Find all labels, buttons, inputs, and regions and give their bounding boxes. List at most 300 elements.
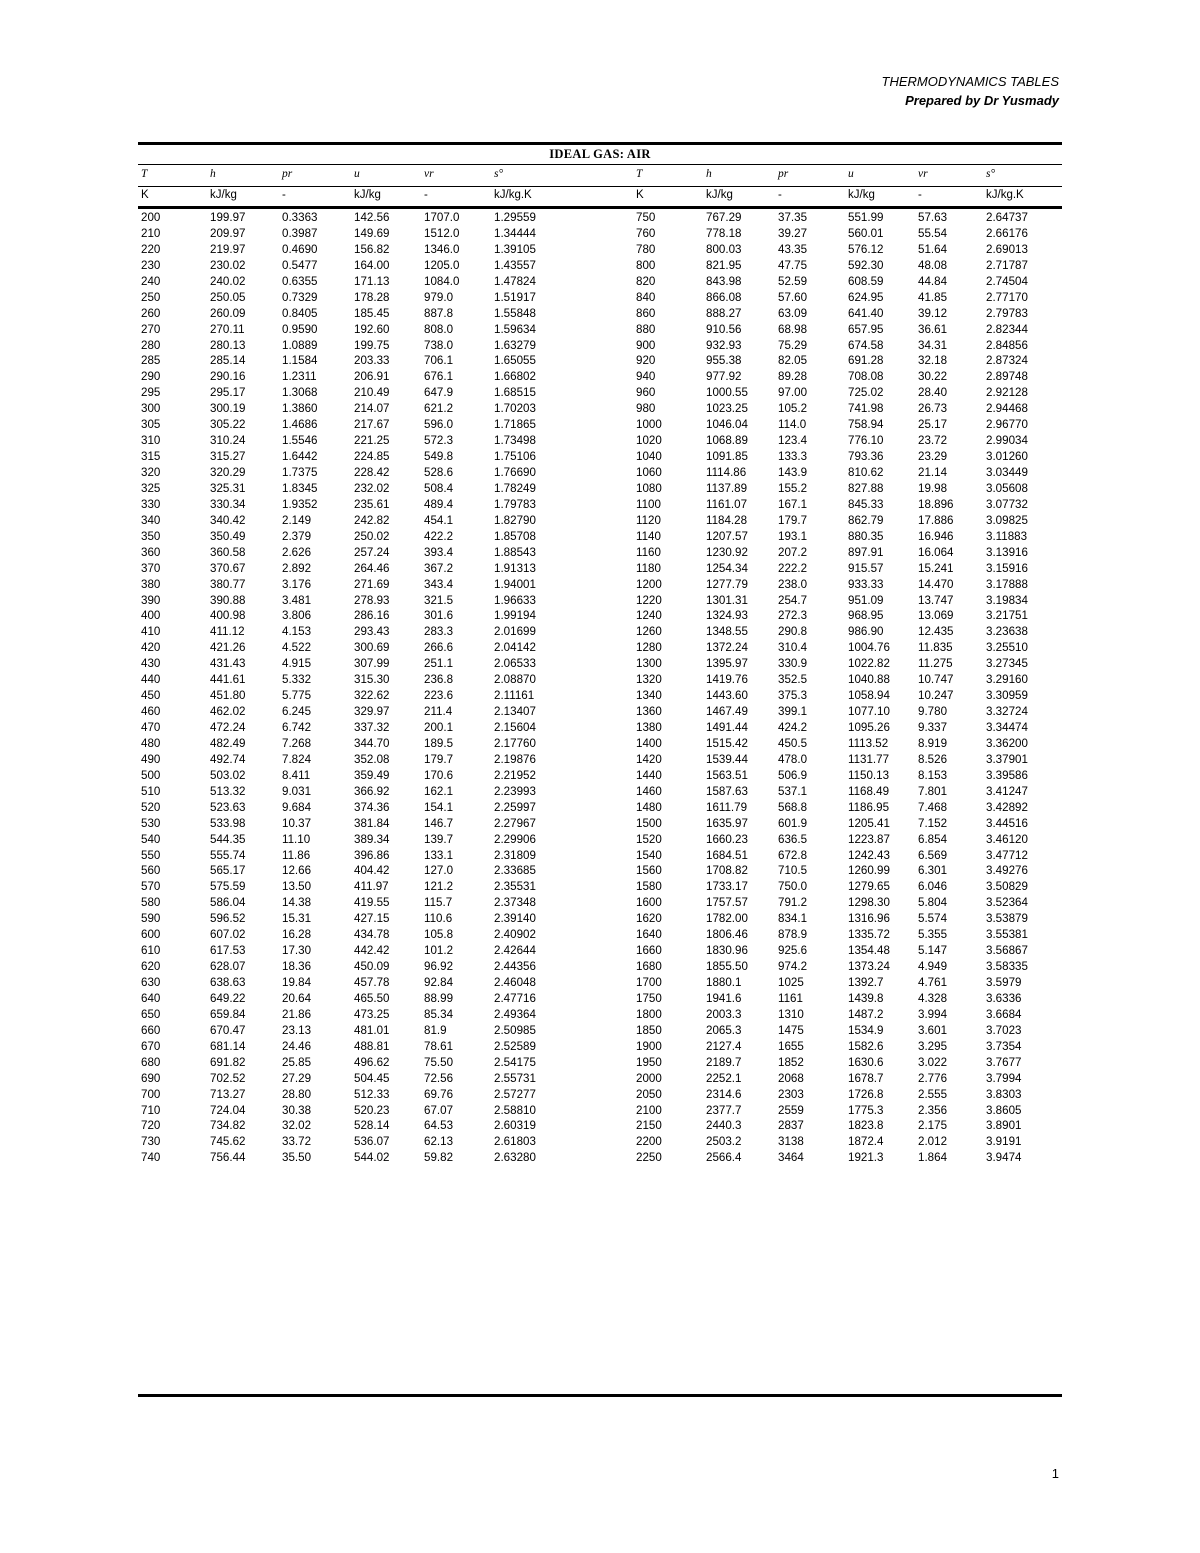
table-cell: 3.6684 [986, 1007, 1022, 1021]
table-cell: 200 [141, 211, 161, 224]
table-cell: 1678.7 [848, 1071, 884, 1085]
table-cell: 359.49 [354, 768, 390, 782]
column-header: pr [778, 168, 789, 180]
table-cell: 2.52589 [494, 1039, 536, 1053]
table-cell: 660 [141, 1023, 161, 1037]
table-cell: 1560 [636, 864, 662, 878]
table-cell: 32.18 [918, 354, 948, 368]
table-cell: 617.53 [210, 944, 246, 958]
table-cell: 560 [141, 864, 161, 878]
table-cell: 887.8 [424, 306, 454, 320]
table-row [0, 226, 1200, 242]
table-cell: 810.62 [848, 466, 884, 479]
table-cell: 528.6 [424, 466, 454, 479]
table-cell: 420 [141, 641, 161, 655]
table-cell: 2.84856 [986, 338, 1028, 352]
table-cell: 600 [141, 928, 161, 942]
table-cell: 25.17 [918, 418, 948, 432]
table-cell: 520.23 [354, 1103, 390, 1117]
table-cell: 11.10 [282, 832, 311, 846]
table-cell: 2.61803 [494, 1135, 536, 1149]
units-row [0, 189, 1200, 207]
table-cell: 1.0889 [282, 338, 318, 352]
table-cell: 0.8405 [282, 306, 318, 320]
table-cell: 1022.82 [848, 657, 890, 671]
table-cell: 1324.93 [706, 609, 748, 623]
table-cell: 1335.72 [848, 928, 890, 942]
table-cell: 481.01 [354, 1023, 390, 1037]
table-cell: 702.52 [210, 1071, 246, 1085]
table-cell: 2.58810 [494, 1103, 536, 1117]
table-cell: 596.52 [210, 912, 246, 926]
table-cell: 674.58 [848, 338, 884, 352]
table-cell: 2314.6 [706, 1087, 742, 1101]
table-cell: 2.012 [918, 1135, 948, 1149]
table-cell: 1.29559 [494, 211, 536, 224]
table-cell: 19.98 [918, 481, 948, 495]
table-cell: 62.13 [424, 1135, 454, 1149]
table-cell: 1512.0 [424, 226, 460, 240]
unit-label: kJ/kg.K [986, 189, 1024, 201]
table-cell: 1582.6 [848, 1039, 884, 1053]
table-cell: 1180 [636, 561, 661, 575]
table-cell: 465.50 [354, 991, 390, 1005]
table-cell: 2200 [636, 1135, 662, 1149]
table-cell: 6.569 [918, 848, 948, 862]
table-cell: 915.57 [848, 561, 884, 575]
table-cell: 321.5 [424, 593, 454, 607]
table-cell: 399.1 [778, 705, 808, 719]
table-cell: 156.82 [354, 242, 390, 256]
table-cell: 26.73 [918, 402, 948, 416]
table-cell: 206.91 [354, 370, 390, 384]
table-cell: 28.80 [282, 1087, 312, 1101]
table-cell: 555.74 [210, 848, 246, 862]
table-cell: 300.69 [354, 641, 390, 655]
table-cell: 601.9 [778, 816, 808, 830]
table-row [0, 991, 1200, 1007]
table-cell: 4.761 [918, 976, 948, 989]
table-cell: 451.80 [210, 689, 246, 703]
table-cell: 7.268 [282, 736, 312, 750]
table-cell: 1439.8 [848, 991, 884, 1005]
table-cell: 756.44 [210, 1151, 246, 1165]
table-cell: 366.92 [354, 784, 390, 798]
table-cell: 3.34474 [986, 721, 1028, 734]
table-cell: 460 [141, 705, 161, 719]
table-row [0, 417, 1200, 433]
table-cell: 1161.07 [706, 497, 748, 511]
table-cell: 236.8 [424, 673, 454, 687]
table-cell: 1475 [778, 1023, 804, 1037]
table-cell: 127.0 [424, 864, 454, 878]
table-cell: 8.526 [918, 752, 948, 766]
table-cell: 380.77 [210, 577, 246, 591]
table-cell: 3.7677 [986, 1055, 1022, 1069]
table-cell: 285.14 [210, 354, 246, 368]
table-cell: 19.84 [282, 976, 312, 989]
table-cell: 105.2 [778, 402, 808, 416]
table-cell: 1160 [636, 545, 661, 559]
table-cell: 1400 [636, 736, 662, 750]
table-cell: 424.2 [778, 721, 808, 734]
table-row [0, 1134, 1200, 1150]
table-cell: 17.886 [918, 513, 954, 527]
table-cell: 343.4 [424, 577, 454, 591]
table-cell: 48.08 [918, 258, 948, 272]
table-cell: 1419.76 [706, 673, 748, 687]
table-cell: 2.96770 [986, 418, 1028, 432]
table-cell: 69.76 [424, 1087, 454, 1101]
table-cell: 1941.6 [706, 991, 742, 1005]
table-cell: 400 [141, 609, 161, 623]
unit-label: - [424, 189, 428, 201]
table-cell: 478.0 [778, 752, 808, 766]
table-cell: 2.626 [282, 545, 312, 559]
table-cell: 734.82 [210, 1119, 246, 1133]
table-row [0, 1087, 1200, 1103]
table-cell: 2.46048 [494, 976, 536, 989]
table-cell: 1900 [636, 1039, 662, 1053]
table-cell: 2.92128 [986, 386, 1028, 400]
table-row [0, 433, 1200, 449]
table-cell: 1540 [636, 848, 662, 862]
table-row [0, 465, 1200, 481]
table-cell: 410 [141, 625, 161, 639]
table-cell: 750.0 [778, 880, 808, 894]
table-cell: 482.49 [210, 736, 246, 750]
table-cell: 1080 [636, 481, 662, 495]
table-cell: 223.6 [424, 689, 454, 703]
table-row [0, 401, 1200, 417]
table-cell: 862.79 [848, 513, 884, 527]
table-cell: 2.99034 [986, 434, 1028, 448]
table-cell: 933.33 [848, 577, 884, 591]
table-cell: 5.775 [282, 689, 312, 703]
table-cell: 1.78249 [494, 481, 536, 495]
table-cell: 21.14 [918, 466, 948, 479]
table-cell: 6.046 [918, 880, 948, 894]
table-cell: 290.16 [210, 370, 246, 384]
table-cell: 344.70 [354, 736, 390, 750]
table-row [0, 1023, 1200, 1039]
table-cell: 219.97 [210, 242, 246, 256]
table-cell: 1.75106 [494, 450, 536, 464]
table-cell: 9.337 [918, 721, 948, 734]
table-cell: 1137.89 [706, 481, 748, 495]
table-cell: 1660 [636, 944, 662, 958]
table-cell: 1.85708 [494, 529, 536, 543]
table-cell: 11.835 [918, 641, 953, 655]
table-cell: 955.38 [706, 354, 742, 368]
table-cell: 310 [141, 434, 161, 448]
table-cell: 1254.34 [706, 561, 748, 575]
table-cell: 580 [141, 896, 161, 910]
table-cell: 1220 [636, 593, 662, 607]
table-cell: 200.1 [424, 721, 454, 734]
table-cell: 1.66802 [494, 370, 536, 384]
table-cell: 340 [141, 513, 161, 527]
table-cell: 880 [636, 322, 656, 336]
table-cell: 888.27 [706, 306, 742, 320]
table-cell: 450 [141, 689, 161, 703]
table-cell: 1.68515 [494, 386, 536, 400]
table-cell: 3.53879 [986, 912, 1028, 926]
table-cell: 750 [636, 211, 656, 224]
table-cell: 185.45 [354, 306, 390, 320]
table-cell: 0.6355 [282, 274, 318, 288]
table-cell: 540 [141, 832, 161, 846]
table-cell: 470 [141, 721, 161, 734]
table-cell: 2.13407 [494, 705, 536, 719]
table-cell: 1611.79 [706, 800, 748, 814]
table-cell: 1708.82 [706, 864, 748, 878]
table-cell: 512.33 [354, 1087, 390, 1101]
table-cell: 2003.3 [706, 1007, 742, 1021]
table-cell: 370.67 [210, 561, 246, 575]
table-row [0, 274, 1200, 290]
table-cell: 1630.6 [848, 1055, 884, 1069]
column-header: s° [494, 168, 504, 180]
table-cell: 3.56867 [986, 944, 1028, 958]
table-cell: 2.60319 [494, 1119, 536, 1133]
unit-label: - [778, 189, 782, 201]
table-cell: 576.12 [848, 242, 884, 256]
table-cell: 1.39105 [494, 242, 536, 256]
table-cell: 35.50 [282, 1151, 312, 1165]
column-header: u [848, 168, 854, 180]
table-cell: 492.74 [210, 752, 246, 766]
table-cell: 1360 [636, 705, 662, 719]
table-cell: 434.78 [354, 928, 390, 942]
table-cell: 2837 [778, 1119, 804, 1133]
table-cell: 513.32 [210, 784, 246, 798]
table-cell: 1563.51 [706, 768, 748, 782]
table-top-rule [138, 142, 1062, 145]
table-cell: 2065.3 [706, 1023, 742, 1037]
table-row [0, 593, 1200, 609]
table-cell: 708.08 [848, 370, 884, 384]
table-cell: 504.45 [354, 1071, 390, 1085]
table-row [0, 895, 1200, 911]
table-cell: 310.4 [778, 641, 808, 655]
table-cell: 1058.94 [848, 689, 890, 703]
table-cell: 710 [141, 1103, 161, 1117]
table-cell: 2.11161 [494, 689, 535, 703]
table-cell: 624.95 [848, 290, 884, 304]
table-cell: 7.801 [918, 784, 948, 798]
table-cell: 2.15604 [494, 721, 536, 734]
table-cell: 607.02 [210, 928, 246, 942]
table-cell: 462.02 [210, 705, 246, 719]
table-cell: 3.44516 [986, 816, 1028, 830]
table-cell: 2100 [636, 1103, 662, 1117]
column-header: pr [282, 168, 293, 180]
table-row [0, 927, 1200, 943]
table-cell: 2.31809 [494, 848, 536, 862]
table-cell: 808.0 [424, 322, 454, 336]
table-cell: 7.824 [282, 752, 312, 766]
table-cell: 820 [636, 274, 656, 288]
table-cell: 2.04142 [494, 641, 536, 655]
table-cell: 6.854 [918, 832, 948, 846]
table-cell: 800.03 [706, 242, 742, 256]
table-cell: 1301.31 [706, 593, 748, 607]
table-cell: 1.8345 [282, 481, 318, 495]
table-cell: 55.54 [918, 226, 948, 240]
table-cell: 39.27 [778, 226, 808, 240]
table-cell: 3.13916 [986, 545, 1028, 559]
table-cell: 352.08 [354, 752, 390, 766]
unit-label: kJ/kg [706, 189, 733, 201]
table-cell: 1.88543 [494, 545, 536, 559]
table-cell: 691.82 [210, 1055, 246, 1069]
table-cell: 220 [141, 242, 161, 256]
units-bottom-rule [138, 206, 1062, 209]
table-cell: 393.4 [424, 545, 454, 559]
table-cell: 2150 [636, 1119, 662, 1133]
table-cell: 101.2 [424, 944, 454, 958]
table-cell: 2440.3 [706, 1119, 742, 1133]
table-cell: 92.84 [424, 976, 454, 989]
table-cell: 293.43 [354, 625, 390, 639]
table-cell: 3.9474 [986, 1151, 1022, 1165]
table-cell: 270.11 [210, 322, 245, 336]
table-cell: 8.153 [918, 768, 948, 782]
table-cell: 440 [141, 673, 161, 687]
table-cell: 1298.30 [848, 896, 890, 910]
column-header: h [210, 168, 216, 180]
table-cell: 2.42644 [494, 944, 536, 958]
table-cell: 242.82 [354, 513, 390, 527]
table-cell: 37.35 [778, 211, 808, 224]
table-cell: 224.85 [354, 450, 390, 464]
table-cell: 367.2 [424, 561, 454, 575]
table-row [0, 513, 1200, 529]
table-cell: 85.34 [424, 1007, 454, 1021]
table-cell: 272.3 [778, 609, 808, 623]
table-cell: 866.08 [706, 290, 742, 304]
table-cell: 115.7 [424, 896, 453, 910]
table-cell: 370 [141, 561, 161, 575]
table-row [0, 640, 1200, 656]
table-cell: 0.9590 [282, 322, 318, 336]
table-cell: 81.9 [424, 1023, 447, 1037]
table-cell: 75.29 [778, 338, 808, 352]
table-cell: 1279.65 [848, 880, 890, 894]
table-cell: 1.7375 [282, 466, 318, 479]
table-cell: 1205.41 [848, 816, 890, 830]
table-cell: 285 [141, 354, 161, 368]
table-cell: 503.02 [210, 768, 246, 782]
table-cell: 2.63280 [494, 1151, 536, 1165]
table-cell: 641.40 [848, 306, 884, 320]
table-cell: 2.94468 [986, 402, 1028, 416]
table-cell: 2.87324 [986, 354, 1028, 368]
table-cell: 250.02 [354, 529, 390, 543]
table-cell: 3.55381 [986, 928, 1028, 942]
table-cell: 3.41247 [986, 784, 1028, 798]
table-cell: 2.40902 [494, 928, 536, 942]
table-cell: 572.3 [424, 434, 454, 448]
table-cell: 1.47824 [494, 274, 536, 288]
table-cell: 2.175 [918, 1119, 948, 1133]
table-cell: 250.05 [210, 290, 246, 304]
table-cell: 1855.50 [706, 960, 748, 974]
table-cell: 1277.79 [706, 577, 748, 591]
table-cell: 11.86 [282, 848, 311, 862]
table-cell: 221.25 [354, 434, 390, 448]
table-cell: 2.74504 [986, 274, 1028, 288]
table-cell: 1.71865 [494, 418, 536, 432]
table-cell: 1395.97 [706, 657, 748, 671]
table-cell: 3.7994 [986, 1071, 1022, 1085]
table-cell: 880.35 [848, 529, 884, 543]
table-cell: 710.5 [778, 864, 808, 878]
table-cell: 657.95 [848, 322, 884, 336]
table-cell: 2.39140 [494, 912, 536, 926]
table-cell: 199.97 [210, 211, 246, 224]
table-row [0, 624, 1200, 640]
table-cell: 404.42 [354, 864, 390, 878]
table-cell: 3.47712 [986, 848, 1028, 862]
table-cell: 3.6336 [986, 991, 1022, 1005]
table-cell: 5.147 [918, 944, 948, 958]
table-cell: 1.55848 [494, 306, 536, 320]
table-cell: 419.55 [354, 896, 390, 910]
table-cell: 523.63 [210, 800, 246, 814]
table-cell: 821.95 [706, 258, 742, 272]
table-row [0, 608, 1200, 624]
table-cell: 301.6 [424, 609, 454, 623]
table-cell: 214.07 [354, 402, 390, 416]
table-cell: 207.2 [778, 545, 808, 559]
table-cell: 2503.2 [706, 1135, 742, 1149]
table-cell: 310.24 [210, 434, 246, 448]
table-cell: 230 [141, 258, 161, 272]
table-cell: 1726.8 [848, 1087, 884, 1101]
table-cell: 500 [141, 768, 161, 782]
table-cell: 6.245 [282, 705, 312, 719]
table-cell: 18.896 [918, 497, 954, 511]
table-cell: 1114.86 [706, 466, 747, 479]
table-cell: 1.65055 [494, 354, 536, 368]
table-cell: 3.176 [282, 577, 312, 591]
table-cell: 320 [141, 466, 161, 479]
table-cell: 1.51917 [494, 290, 536, 304]
table-cell: 3.42892 [986, 800, 1028, 814]
table-cell: 352.5 [778, 673, 808, 687]
table-cell: 78.61 [424, 1039, 454, 1053]
table-cell: 536.07 [354, 1135, 390, 1149]
table-cell: 1460 [636, 784, 662, 798]
table-cell: 442.42 [354, 944, 390, 958]
table-cell: 2.57277 [494, 1087, 536, 1101]
table-cell: 133.1 [424, 848, 454, 862]
table-cell: 450.5 [778, 736, 808, 750]
table-cell: 13.069 [918, 609, 954, 623]
table-cell: 3.27345 [986, 657, 1028, 671]
table-cell: 30.38 [282, 1103, 312, 1117]
table-cell: 16.946 [918, 529, 954, 543]
table-cell: 760 [636, 226, 656, 240]
table-cell: 951.09 [848, 593, 884, 607]
table-row [0, 784, 1200, 800]
table-cell: 240.02 [210, 274, 246, 288]
table-cell: 1168.49 [848, 784, 890, 798]
table-cell: 496.62 [354, 1055, 390, 1069]
table-row [0, 1039, 1200, 1055]
